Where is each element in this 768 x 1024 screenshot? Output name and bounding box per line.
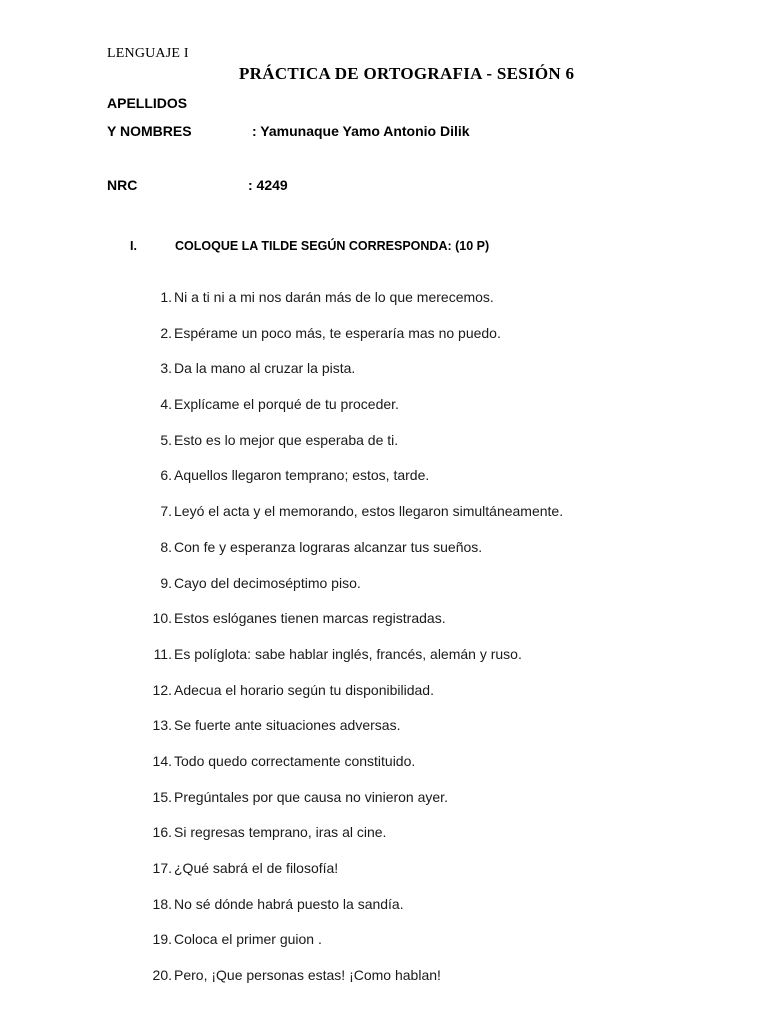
list-item-number: 11. (153, 645, 172, 662)
list-item-number: 1. (160, 289, 172, 305)
list-item-number: 5. (160, 431, 172, 448)
list-item (0, 396, 768, 432)
list-item-number: 14. (152, 752, 172, 769)
list-item (0, 503, 768, 539)
list-item-number: 9. (160, 574, 172, 591)
list-item-number: 10. (152, 610, 172, 627)
list-item (0, 967, 768, 1003)
list-item (0, 467, 768, 503)
list-item (0, 575, 768, 611)
nrc-label: NRC (107, 177, 138, 193)
list-item-text: Leyó el acta y el memorando, estos llegaron simultáneamente. (174, 503, 564, 520)
list-item-text: No sé dónde habrá puesto la sandía. (174, 895, 404, 912)
nrc-value: : 4249 (248, 177, 288, 193)
list-item (0, 432, 768, 468)
list-item-text: Con fe y esperanza lograras alcanzar tus sueños. (174, 538, 483, 555)
list-item (0, 682, 768, 718)
list-item-number: 15. (152, 788, 172, 805)
list-item-text: Ni a ti ni a mi nos darán más de lo que merecemos. (174, 289, 494, 305)
list-item-text: Explícame el porqué de tu proceder. (174, 396, 399, 413)
list-item-number: 7. (160, 503, 172, 520)
list-item-number: 18. (152, 895, 172, 912)
list-item-number: 16. (152, 824, 172, 841)
list-item-number: 2. (160, 324, 172, 341)
list-item-text: ¿Qué sabrá el de filosofía! (174, 860, 339, 876)
list-item (0, 325, 768, 361)
list-item (0, 896, 768, 932)
student-name-value: : Yamunaque Yamo Antonio Dilik (252, 123, 470, 139)
list-item-text: Aquellos llegaron temprano; estos, tarde. (174, 467, 430, 484)
list-item (0, 789, 768, 825)
page-title: PRÁCTICA DE ORTOGRAFIA - SESIÓN 6 (239, 64, 575, 83)
list-item-text: Si regresas temprano, iras al cine. (174, 824, 387, 841)
course-name: LENGUAJE I (107, 46, 189, 61)
list-item-number: 19. (152, 931, 172, 948)
list-item (0, 360, 768, 396)
list-item-text: Es políglota: sabe hablar inglés, francés, alemán y ruso. (174, 645, 522, 662)
list-item-number: 4. (160, 396, 172, 413)
list-item-number: 12. (152, 681, 172, 698)
list-item-number: 20. (152, 967, 172, 984)
nombres-label: Y NOMBRES (107, 123, 192, 139)
section-title: COLOQUE LA TILDE SEGÚN CORRESPONDA: (10 P) (175, 239, 490, 253)
list-item (0, 289, 768, 325)
list-item-number: 6. (160, 467, 172, 484)
list-item-number: 8. (160, 538, 172, 555)
list-item (0, 610, 768, 646)
exercise-list (0, 289, 768, 1003)
list-item (0, 717, 768, 753)
list-item-number: 3. (160, 360, 172, 377)
list-item-text: Adecua el horario según tu disponibilidad. (174, 681, 434, 698)
list-item-text: Estos eslóganes tienen marcas registradas. (174, 610, 446, 627)
list-item (0, 753, 768, 789)
list-item (0, 860, 768, 896)
list-item-text: Cayo del decimoséptimo piso. (174, 574, 361, 591)
list-item-text: Da la mano al cruzar la pista. (174, 360, 356, 377)
list-item-number: 17. (152, 860, 172, 876)
list-item-number: 13. (152, 717, 172, 734)
list-item (0, 539, 768, 575)
list-item-text: Todo quedo correctamente constituido. (174, 752, 416, 769)
list-item (0, 931, 768, 967)
apellidos-label: APELLIDOS (107, 95, 188, 111)
list-item (0, 646, 768, 682)
section-number: I. (130, 239, 137, 253)
list-item-text: Pregúntales por que causa no vinieron ayer. (174, 788, 448, 805)
list-item-text: Pero, ¡Que personas estas! ¡Como hablan! (174, 967, 441, 984)
list-item-text: Se fuerte ante situaciones adversas. (174, 717, 401, 734)
list-item-text: Coloca el primer guion . (174, 931, 322, 948)
list-item-text: Espérame un poco más, te esperaría mas no puedo. (174, 324, 501, 341)
list-item-text: Esto es lo mejor que esperaba de ti. (174, 431, 399, 448)
list-item (0, 824, 768, 860)
